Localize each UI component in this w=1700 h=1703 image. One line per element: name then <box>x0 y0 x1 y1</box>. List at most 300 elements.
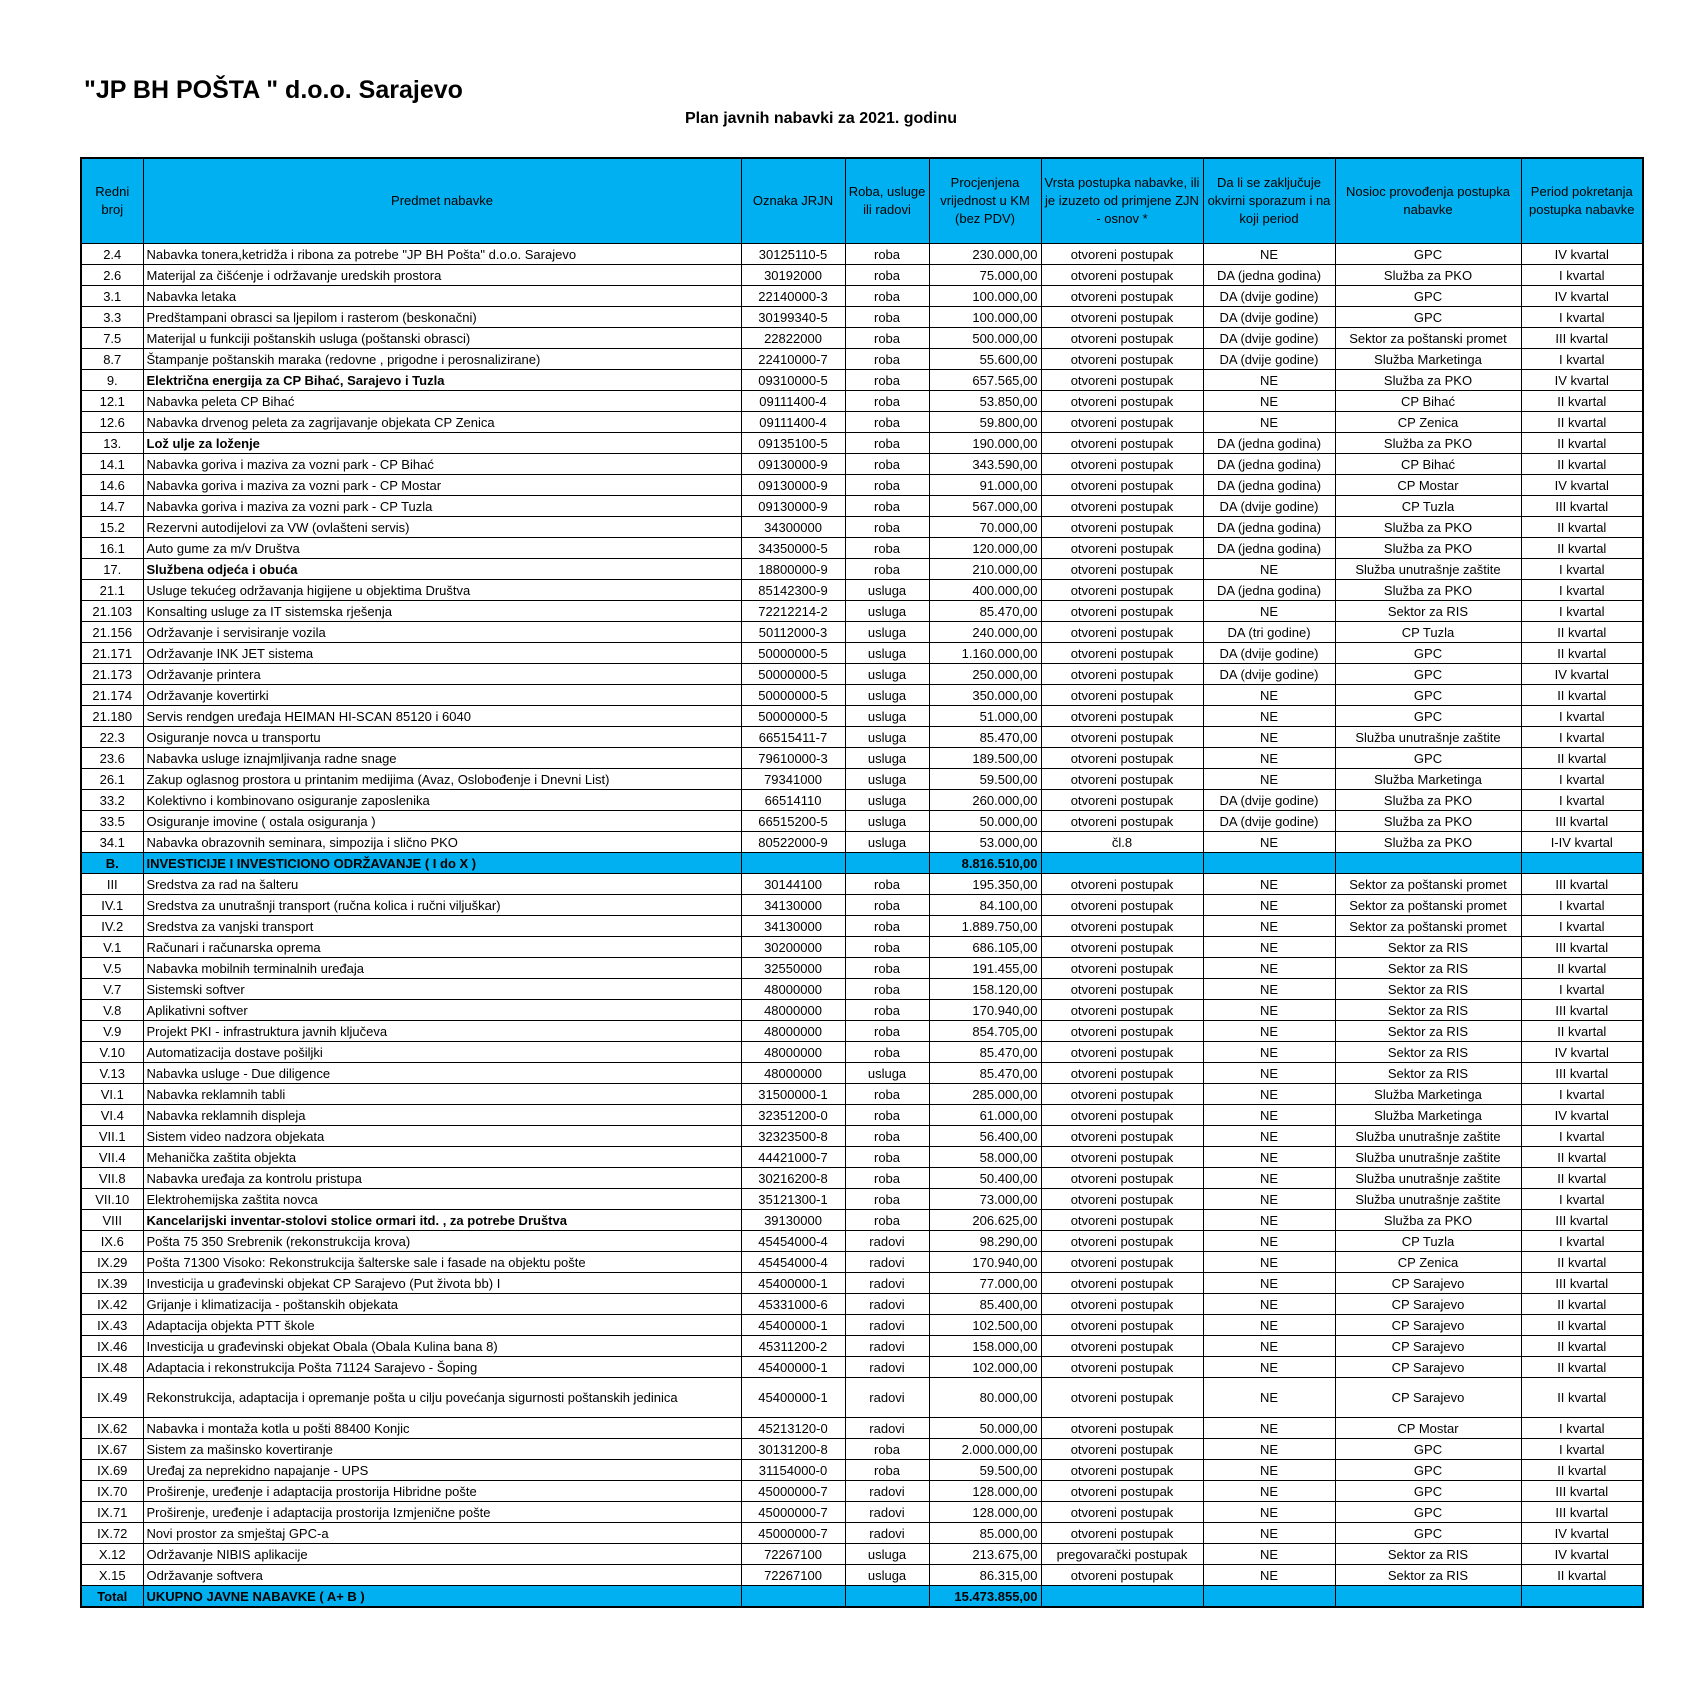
cell-sporazum: NE <box>1203 559 1335 580</box>
cell-sporazum: DA (tri godine) <box>1203 622 1335 643</box>
cell-predmet: Kancelarijski inventar-stolovi stolice ormari itd. , za potrebe Društva <box>143 1210 741 1231</box>
cell-nosioc: GPC <box>1335 748 1521 769</box>
cell-vrijednost: 84.100,00 <box>929 895 1041 916</box>
cell-predmet: Pošta 71300 Visoko: Rekonstrukcija šalterske sale i fasade na objektu pošte <box>143 1252 741 1273</box>
cell-vrijednost: 86.315,00 <box>929 1565 1041 1586</box>
cell-sporazum: DA (dvije godine) <box>1203 286 1335 307</box>
cell-postupak: otvoreni postupak <box>1041 307 1203 328</box>
cell-sporazum: DA (dvije godine) <box>1203 307 1335 328</box>
cell-sporazum: DA (jedna godina) <box>1203 265 1335 286</box>
cell-oznaka <box>741 853 845 874</box>
cell-postupak: otvoreni postupak <box>1041 454 1203 475</box>
cell-predmet: Rekonstrukcija, adaptacija i opremanje pošta u cilju povećanja sigurnosti poštanskih jedinica <box>143 1378 741 1418</box>
cell-nosioc: Služba unutrašnje zaštite <box>1335 1189 1521 1210</box>
cell-period: IV kvartal <box>1521 286 1643 307</box>
cell-redni-broj: V.7 <box>81 979 143 1000</box>
table-row <box>81 1544 1643 1565</box>
cell-period: III kvartal <box>1521 1063 1643 1084</box>
cell-vrsta: roba <box>845 979 929 1000</box>
table-row <box>81 412 1643 433</box>
cell-oznaka: 34130000 <box>741 916 845 937</box>
cell-predmet: Održavanje NIBIS aplikacije <box>143 1544 741 1565</box>
cell-postupak: otvoreni postupak <box>1041 1252 1203 1273</box>
table-header-row <box>81 158 1643 244</box>
cell-sporazum: DA (dvije godine) <box>1203 328 1335 349</box>
cell-nosioc: Služba Marketinga <box>1335 349 1521 370</box>
cell-period: IV kvartal <box>1521 244 1643 265</box>
cell-oznaka <box>741 1586 845 1608</box>
cell-period: II kvartal <box>1521 643 1643 664</box>
cell-nosioc: Sektor za RIS <box>1335 1565 1521 1586</box>
cell-vrijednost: 120.000,00 <box>929 538 1041 559</box>
cell-postupak: otvoreni postupak <box>1041 1147 1203 1168</box>
cell-sporazum: DA (dvije godine) <box>1203 811 1335 832</box>
cell-vrijednost: 213.675,00 <box>929 1544 1041 1565</box>
cell-postupak: otvoreni postupak <box>1041 958 1203 979</box>
cell-vrijednost: 285.000,00 <box>929 1084 1041 1105</box>
cell-vrijednost: 58.000,00 <box>929 1147 1041 1168</box>
cell-vrsta: radovi <box>845 1523 929 1544</box>
cell-redni-broj: VIII <box>81 1210 143 1231</box>
cell-postupak: otvoreni postupak <box>1041 349 1203 370</box>
cell-predmet: Investicija u građevinski objekat CP Sarajevo (Put života bb) I <box>143 1273 741 1294</box>
cell-vrsta: usluga <box>845 769 929 790</box>
cell-postupak: otvoreni postupak <box>1041 1523 1203 1544</box>
table-row <box>81 1336 1643 1357</box>
cell-vrsta: radovi <box>845 1418 929 1439</box>
cell-sporazum: NE <box>1203 1168 1335 1189</box>
cell-vrsta: roba <box>845 1000 929 1021</box>
cell-vrijednost: 2.000.000,00 <box>929 1439 1041 1460</box>
cell-predmet: Aplikativni softver <box>143 1000 741 1021</box>
cell-nosioc: CP Sarajevo <box>1335 1336 1521 1357</box>
cell-nosioc: Služba za PKO <box>1335 811 1521 832</box>
cell-sporazum: DA (jedna godina) <box>1203 517 1335 538</box>
cell-sporazum: NE <box>1203 1565 1335 1586</box>
cell-oznaka: 50000000-5 <box>741 685 845 706</box>
table-row <box>81 853 1643 874</box>
cell-period: II kvartal <box>1521 958 1643 979</box>
cell-vrsta: usluga <box>845 685 929 706</box>
cell-sporazum: DA (dvije godine) <box>1203 496 1335 517</box>
cell-sporazum: DA (jedna godina) <box>1203 433 1335 454</box>
cell-period: III kvartal <box>1521 811 1643 832</box>
table-row <box>81 475 1643 496</box>
table-row <box>81 1231 1643 1252</box>
cell-period: I kvartal <box>1521 1231 1643 1252</box>
table-row <box>81 1000 1643 1021</box>
cell-sporazum: DA (jedna godina) <box>1203 580 1335 601</box>
cell-vrijednost: 210.000,00 <box>929 559 1041 580</box>
cell-period: I kvartal <box>1521 979 1643 1000</box>
cell-nosioc: Sektor za poštanski promet <box>1335 895 1521 916</box>
cell-vrsta: radovi <box>845 1252 929 1273</box>
cell-postupak: pregovarački postupak <box>1041 1544 1203 1565</box>
cell-vrijednost: 70.000,00 <box>929 517 1041 538</box>
cell-vrijednost: 128.000,00 <box>929 1502 1041 1523</box>
cell-nosioc: CP Tuzla <box>1335 1231 1521 1252</box>
cell-redni-broj: 8.7 <box>81 349 143 370</box>
table-row <box>81 727 1643 748</box>
cell-vrsta: radovi <box>845 1357 929 1378</box>
cell-sporazum: NE <box>1203 370 1335 391</box>
cell-redni-broj: 21.156 <box>81 622 143 643</box>
cell-predmet: Adaptacia i rekonstrukcija Pošta 71124 Sarajevo - Šoping <box>143 1357 741 1378</box>
cell-period: II kvartal <box>1521 454 1643 475</box>
cell-predmet: Zakup oglasnog prostora u printanim medijima (Avaz, Oslobođenje i Dnevni List) <box>143 769 741 790</box>
cell-vrsta: roba <box>845 517 929 538</box>
cell-nosioc <box>1335 1586 1521 1608</box>
cell-vrsta: radovi <box>845 1315 929 1336</box>
cell-predmet: Sistemski softver <box>143 979 741 1000</box>
cell-postupak: otvoreni postupak <box>1041 1231 1203 1252</box>
cell-predmet: Nabavka obrazovnih seminara, simpozija i slično PKO <box>143 832 741 853</box>
cell-vrsta: roba <box>845 307 929 328</box>
cell-redni-broj: Total <box>81 1586 143 1608</box>
cell-period: III kvartal <box>1521 328 1643 349</box>
cell-vrsta <box>845 853 929 874</box>
column-header-oznaka: Oznaka JRJN <box>741 158 845 244</box>
cell-oznaka: 35121300-1 <box>741 1189 845 1210</box>
cell-sporazum: DA (dvije godine) <box>1203 664 1335 685</box>
cell-period: II kvartal <box>1521 1252 1643 1273</box>
cell-predmet: Servis rendgen uređaja HEIMAN HI-SCAN 85120 i 6040 <box>143 706 741 727</box>
table-row <box>81 643 1643 664</box>
cell-period: II kvartal <box>1521 622 1643 643</box>
cell-predmet: Nabavka goriva i maziva za vozni park - CP Mostar <box>143 475 741 496</box>
table-row <box>81 1378 1643 1418</box>
cell-postupak: otvoreni postupak <box>1041 286 1203 307</box>
cell-redni-broj: VII.8 <box>81 1168 143 1189</box>
cell-vrsta: usluga <box>845 811 929 832</box>
cell-oznaka: 48000000 <box>741 1021 845 1042</box>
column-header-redni-broj: Redni broj <box>81 158 143 244</box>
cell-period: II kvartal <box>1521 1315 1643 1336</box>
table-row <box>81 559 1643 580</box>
cell-period: II kvartal <box>1521 391 1643 412</box>
cell-vrijednost: 686.105,00 <box>929 937 1041 958</box>
cell-oznaka: 34300000 <box>741 517 845 538</box>
cell-sporazum: DA (dvije godine) <box>1203 349 1335 370</box>
cell-redni-broj: IX.49 <box>81 1378 143 1418</box>
cell-vrsta: roba <box>845 1189 929 1210</box>
cell-oznaka: 66514110 <box>741 790 845 811</box>
cell-nosioc: Sektor za RIS <box>1335 1544 1521 1565</box>
cell-sporazum: NE <box>1203 832 1335 853</box>
cell-postupak: otvoreni postupak <box>1041 748 1203 769</box>
cell-sporazum: NE <box>1203 244 1335 265</box>
cell-vrijednost: 1.889.750,00 <box>929 916 1041 937</box>
cell-predmet: Auto gume za m/v Društva <box>143 538 741 559</box>
cell-vrijednost: 59.800,00 <box>929 412 1041 433</box>
cell-vrsta: roba <box>845 349 929 370</box>
cell-predmet: Predštampani obrasci sa ljepilom i rasterom (beskonačni) <box>143 307 741 328</box>
cell-sporazum: NE <box>1203 1105 1335 1126</box>
cell-postupak: otvoreni postupak <box>1041 1336 1203 1357</box>
cell-redni-broj: 21.171 <box>81 643 143 664</box>
cell-predmet: Materijal u funkciji poštanskih usluga (poštanski obrasci) <box>143 328 741 349</box>
cell-redni-broj: X.15 <box>81 1565 143 1586</box>
table-row <box>81 244 1643 265</box>
cell-predmet: Nabavka tonera,ketridža i ribona za potrebe "JP BH Pošta" d.o.o. Sarajevo <box>143 244 741 265</box>
cell-redni-broj: 9. <box>81 370 143 391</box>
table-row <box>81 748 1643 769</box>
cell-vrijednost: 190.000,00 <box>929 433 1041 454</box>
table-row <box>81 664 1643 685</box>
cell-sporazum: NE <box>1203 685 1335 706</box>
cell-sporazum: NE <box>1203 1000 1335 1021</box>
cell-sporazum: NE <box>1203 979 1335 1000</box>
cell-vrsta: radovi <box>845 1336 929 1357</box>
cell-postupak: otvoreni postupak <box>1041 538 1203 559</box>
column-header-period: Period pokretanja postupka nabavke <box>1521 158 1643 244</box>
cell-nosioc: GPC <box>1335 643 1521 664</box>
cell-sporazum: NE <box>1203 748 1335 769</box>
cell-redni-broj: 17. <box>81 559 143 580</box>
cell-sporazum: NE <box>1203 769 1335 790</box>
table-row <box>81 979 1643 1000</box>
cell-oznaka: 79341000 <box>741 769 845 790</box>
cell-vrijednost: 53.000,00 <box>929 832 1041 853</box>
table-row <box>81 391 1643 412</box>
cell-redni-broj: IX.39 <box>81 1273 143 1294</box>
table-row <box>81 307 1643 328</box>
cell-period: I kvartal <box>1521 1126 1643 1147</box>
cell-vrsta: usluga <box>845 601 929 622</box>
cell-postupak: otvoreni postupak <box>1041 811 1203 832</box>
cell-redni-broj: IX.46 <box>81 1336 143 1357</box>
column-header-predmet: Predmet nabavke <box>143 158 741 244</box>
cell-vrijednost: 85.470,00 <box>929 1042 1041 1063</box>
cell-redni-broj: 26.1 <box>81 769 143 790</box>
cell-vrsta: radovi <box>845 1231 929 1252</box>
cell-oznaka: 09310000-5 <box>741 370 845 391</box>
cell-sporazum: NE <box>1203 1252 1335 1273</box>
table-row <box>81 1418 1643 1439</box>
procurement-plan-table <box>80 157 1644 1608</box>
cell-redni-broj: VII.4 <box>81 1147 143 1168</box>
cell-postupak: otvoreni postupak <box>1041 517 1203 538</box>
cell-nosioc: Služba za PKO <box>1335 832 1521 853</box>
cell-redni-broj: IV.2 <box>81 916 143 937</box>
cell-postupak: otvoreni postupak <box>1041 1460 1203 1481</box>
cell-redni-broj: V.13 <box>81 1063 143 1084</box>
cell-redni-broj: 21.173 <box>81 664 143 685</box>
cell-postupak: otvoreni postupak <box>1041 244 1203 265</box>
cell-nosioc: Služba unutrašnje zaštite <box>1335 1147 1521 1168</box>
cell-predmet: Osiguranje imovine ( ostala osiguranja ) <box>143 811 741 832</box>
cell-postupak: otvoreni postupak <box>1041 1378 1203 1418</box>
cell-predmet: Mehanička zaštita objekta <box>143 1147 741 1168</box>
cell-nosioc: Sektor za RIS <box>1335 1000 1521 1021</box>
cell-oznaka: 50112000-3 <box>741 622 845 643</box>
cell-predmet: Grijanje i klimatizacija - poštanskih objekata <box>143 1294 741 1315</box>
cell-postupak: otvoreni postupak <box>1041 895 1203 916</box>
cell-oznaka: 09130000-9 <box>741 496 845 517</box>
cell-predmet: Automatizacija dostave pošiljki <box>143 1042 741 1063</box>
cell-vrijednost: 206.625,00 <box>929 1210 1041 1231</box>
cell-nosioc: GPC <box>1335 244 1521 265</box>
cell-redni-broj: 21.103 <box>81 601 143 622</box>
cell-postupak: otvoreni postupak <box>1041 475 1203 496</box>
cell-redni-broj: 12.6 <box>81 412 143 433</box>
cell-oznaka: 30125110-5 <box>741 244 845 265</box>
cell-postupak: otvoreni postupak <box>1041 1042 1203 1063</box>
cell-period: III kvartal <box>1521 1502 1643 1523</box>
cell-oznaka: 45400000-1 <box>741 1273 845 1294</box>
cell-oznaka: 45000000-7 <box>741 1502 845 1523</box>
cell-period: I kvartal <box>1521 727 1643 748</box>
cell-vrsta: roba <box>845 958 929 979</box>
cell-period: II kvartal <box>1521 1294 1643 1315</box>
cell-nosioc: CP Sarajevo <box>1335 1378 1521 1418</box>
cell-period: II kvartal <box>1521 1357 1643 1378</box>
cell-period: III kvartal <box>1521 937 1643 958</box>
cell-postupak: otvoreni postupak <box>1041 1315 1203 1336</box>
cell-postupak: otvoreni postupak <box>1041 1105 1203 1126</box>
cell-nosioc: Služba za PKO <box>1335 1210 1521 1231</box>
cell-period: I kvartal <box>1521 265 1643 286</box>
cell-vrijednost: 91.000,00 <box>929 475 1041 496</box>
cell-sporazum: NE <box>1203 1273 1335 1294</box>
cell-nosioc: GPC <box>1335 664 1521 685</box>
cell-oznaka: 09130000-9 <box>741 475 845 496</box>
cell-period: III kvartal <box>1521 1273 1643 1294</box>
cell-redni-broj: IX.67 <box>81 1439 143 1460</box>
cell-vrijednost: 61.000,00 <box>929 1105 1041 1126</box>
column-header-nosioc: Nosioc provođenja postupka nabavke <box>1335 158 1521 244</box>
cell-nosioc: GPC <box>1335 286 1521 307</box>
cell-oznaka: 32550000 <box>741 958 845 979</box>
cell-postupak: otvoreni postupak <box>1041 706 1203 727</box>
cell-predmet: Investicija u građevinski objekat Obala (Obala Kulina bana 8) <box>143 1336 741 1357</box>
cell-vrsta: roba <box>845 412 929 433</box>
cell-oznaka: 31154000-0 <box>741 1460 845 1481</box>
cell-vrijednost: 56.400,00 <box>929 1126 1041 1147</box>
cell-nosioc: Služba unutrašnje zaštite <box>1335 727 1521 748</box>
cell-predmet: Nabavka usluge - Due diligence <box>143 1063 741 1084</box>
table-row <box>81 790 1643 811</box>
cell-nosioc: CP Mostar <box>1335 475 1521 496</box>
cell-oznaka: 09111400-4 <box>741 391 845 412</box>
cell-oznaka: 22140000-3 <box>741 286 845 307</box>
cell-period: IV kvartal <box>1521 370 1643 391</box>
cell-vrijednost: 158.000,00 <box>929 1336 1041 1357</box>
cell-period <box>1521 1586 1643 1608</box>
cell-sporazum: NE <box>1203 1084 1335 1105</box>
cell-vrijednost: 100.000,00 <box>929 286 1041 307</box>
cell-oznaka: 30192000 <box>741 265 845 286</box>
cell-nosioc <box>1335 853 1521 874</box>
cell-period: IV kvartal <box>1521 1523 1643 1544</box>
cell-period: I kvartal <box>1521 916 1643 937</box>
table-row <box>81 1460 1643 1481</box>
table-row <box>81 1063 1643 1084</box>
cell-predmet: Štampanje poštanskih maraka (redovne , prigodne i perosnalizirane) <box>143 349 741 370</box>
cell-vrijednost: 85.000,00 <box>929 1523 1041 1544</box>
cell-period: II kvartal <box>1521 1378 1643 1418</box>
cell-nosioc: Služba za PKO <box>1335 538 1521 559</box>
cell-redni-broj: IX.72 <box>81 1523 143 1544</box>
cell-redni-broj: IV.1 <box>81 895 143 916</box>
cell-vrsta: usluga <box>845 622 929 643</box>
cell-period: I kvartal <box>1521 1439 1643 1460</box>
cell-vrijednost: 500.000,00 <box>929 328 1041 349</box>
cell-oznaka: 44421000-7 <box>741 1147 845 1168</box>
cell-vrijednost: 85.470,00 <box>929 727 1041 748</box>
cell-vrijednost: 77.000,00 <box>929 1273 1041 1294</box>
cell-sporazum: DA (dvije godine) <box>1203 643 1335 664</box>
cell-vrijednost: 1.160.000,00 <box>929 643 1041 664</box>
cell-redni-broj: 14.7 <box>81 496 143 517</box>
table-row <box>81 286 1643 307</box>
cell-period: III kvartal <box>1521 1000 1643 1021</box>
cell-vrijednost: 260.000,00 <box>929 790 1041 811</box>
cell-nosioc: CP Sarajevo <box>1335 1315 1521 1336</box>
cell-postupak: otvoreni postupak <box>1041 1502 1203 1523</box>
cell-oznaka: 34350000-5 <box>741 538 845 559</box>
table-row <box>81 874 1643 895</box>
cell-predmet: Nabavka peleta CP Bihać <box>143 391 741 412</box>
cell-redni-broj: 33.5 <box>81 811 143 832</box>
cell-period: IV kvartal <box>1521 1544 1643 1565</box>
cell-predmet: Održavanje printera <box>143 664 741 685</box>
cell-oznaka: 22822000 <box>741 328 845 349</box>
cell-predmet: Lož ulje za loženje <box>143 433 741 454</box>
cell-redni-broj: IX.69 <box>81 1460 143 1481</box>
column-header-sporazum: Da li se zaključuje okvirni sporazum i na koji period <box>1203 158 1335 244</box>
document-title: Plan javnih nabavki za 2021. godinu <box>684 110 958 127</box>
table-row <box>81 1168 1643 1189</box>
company-name: "JP BH POŠTA " d.o.o. Sarajevo <box>84 76 463 104</box>
cell-sporazum: NE <box>1203 1460 1335 1481</box>
cell-sporazum: NE <box>1203 1210 1335 1231</box>
cell-redni-broj: 3.1 <box>81 286 143 307</box>
cell-nosioc: Sektor za RIS <box>1335 979 1521 1000</box>
cell-redni-broj: 22.3 <box>81 727 143 748</box>
cell-period: II kvartal <box>1521 1168 1643 1189</box>
cell-nosioc: Služba za PKO <box>1335 517 1521 538</box>
table-row <box>81 496 1643 517</box>
cell-vrijednost: 128.000,00 <box>929 1481 1041 1502</box>
cell-vrsta: roba <box>845 1021 929 1042</box>
cell-oznaka: 85142300-9 <box>741 580 845 601</box>
cell-vrsta: roba <box>845 328 929 349</box>
cell-vrijednost: 102.500,00 <box>929 1315 1041 1336</box>
cell-nosioc: CP Mostar <box>1335 1418 1521 1439</box>
cell-oznaka: 32323500-8 <box>741 1126 845 1147</box>
cell-redni-broj: 16.1 <box>81 538 143 559</box>
cell-oznaka: 45400000-1 <box>741 1357 845 1378</box>
cell-postupak: otvoreni postupak <box>1041 391 1203 412</box>
cell-vrsta: roba <box>845 1126 929 1147</box>
cell-period: IV kvartal <box>1521 1042 1643 1063</box>
column-header-vrijednost: Procjenjena vrijednost u KM (bez PDV) <box>929 158 1041 244</box>
cell-oznaka: 45454000-4 <box>741 1231 845 1252</box>
column-header-vrsta: Roba, usluge ili radovi <box>845 158 929 244</box>
cell-oznaka: 66515200-5 <box>741 811 845 832</box>
cell-nosioc: CP Sarajevo <box>1335 1294 1521 1315</box>
cell-predmet: Nabavka i montaža kotla u pošti 88400 Konjic <box>143 1418 741 1439</box>
cell-predmet: Proširenje, uređenje i adaptacija prostorija Izmjenične pošte <box>143 1502 741 1523</box>
cell-postupak: otvoreni postupak <box>1041 1294 1203 1315</box>
cell-vrijednost: 100.000,00 <box>929 307 1041 328</box>
cell-oznaka: 45400000-1 <box>741 1378 845 1418</box>
cell-vrijednost: 195.350,00 <box>929 874 1041 895</box>
cell-redni-broj: B. <box>81 853 143 874</box>
cell-vrsta: roba <box>845 475 929 496</box>
cell-predmet: INVESTICIJE I INVESTICIONO ODRŽAVANJE ( I do X ) <box>143 853 741 874</box>
